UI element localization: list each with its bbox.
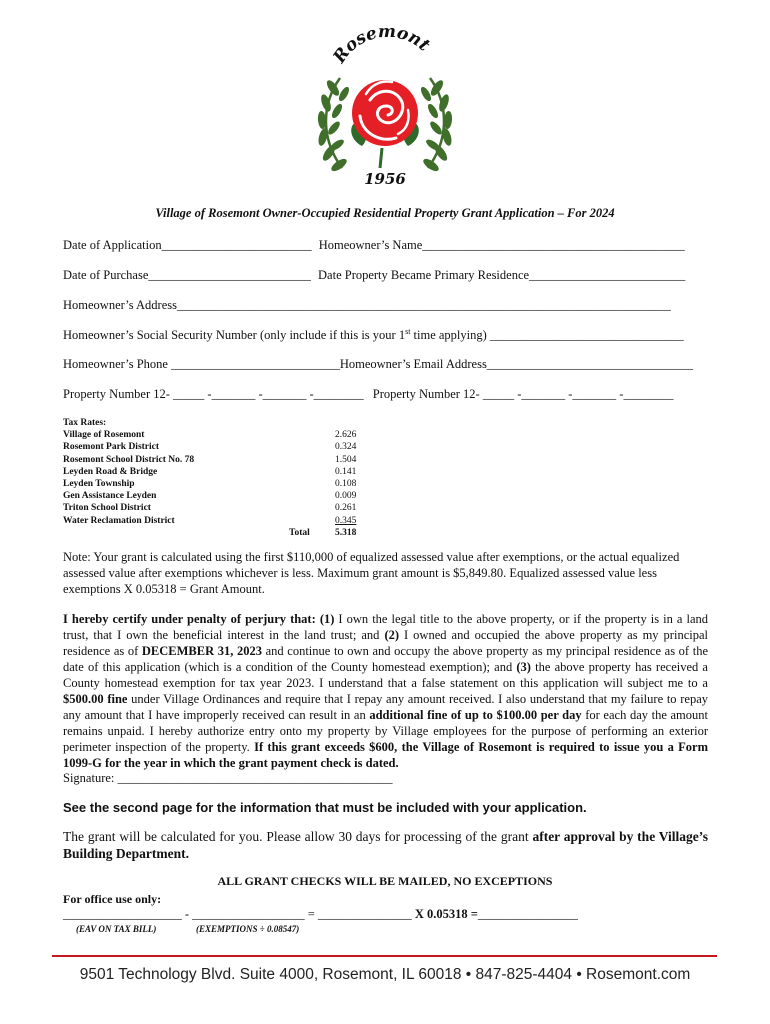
tax-rate-name: Triton School District [63, 503, 151, 514]
calc-bold: after approval by the Village’s Building Department. [63, 829, 709, 861]
certify-date: DECEMBER 31, 2023 [141, 644, 262, 658]
purchase-date-label: Date of Purchase__________________________ [63, 268, 311, 282]
phone-label: Homeowner’s Phone ___________________________ [63, 357, 340, 371]
eav-blank[interactable]: ___________________ [63, 907, 182, 921]
minus-sign: - [181, 907, 193, 921]
tax-rate-row [63, 515, 363, 527]
tax-rate-name: Water Reclamation District [63, 515, 175, 526]
tax-rate-row [63, 502, 363, 514]
rosemont-seal [300, 18, 470, 203]
certify-text-2: I owned and occupied the above property as my principal residence as of [63, 628, 708, 658]
certify-fine: $500.00 fine [63, 692, 128, 706]
tax-rate-value: 0.141 [335, 466, 357, 477]
tax-rate-value: 0.345 [335, 515, 357, 526]
page-title: Village of Rosemont Owner-Occupied Residential Property Grant Application – For 2024 [155, 206, 615, 220]
tax-rate-name: Leyden Road & Bridge [63, 466, 158, 477]
calculation-notice [63, 828, 708, 862]
office-use-label: For office use only: [63, 892, 162, 906]
tax-rate-row [63, 441, 363, 453]
rose-logo-icon [300, 18, 470, 203]
certify-text-5: under Village Ordinances and require that I repay any amount received. I also understand that my failure to repay any amount that I have improperly received can result in an [63, 692, 708, 722]
multiplier: X 0.05318 = [411, 907, 478, 921]
certify-item-2: (2) [384, 628, 400, 642]
certify-item-1: (1) [319, 612, 335, 626]
property-number-1-label: Property Number 12- _____ -_______ -_______ -________ [63, 387, 364, 401]
seal-year: 1956 [364, 170, 406, 188]
tax-rate-value: 0.009 [335, 491, 357, 502]
certify-text-1: I own the legal title to the above property, or if the property is in a land trust, that I own the beneficial interest in the land trust; and [63, 612, 708, 642]
see-second-page-notice: See the second page for the information that must be included with your application. [63, 800, 587, 815]
footer-divider [52, 955, 717, 957]
exemptions-blank[interactable]: __________________ [192, 907, 305, 921]
ssn-field[interactable] [63, 327, 684, 343]
grant-note: Note: Your grant is calculated using the first $110,000 of equalized assessed value after exemptions, or the actual equalized assessed value after exemptions whichever is less. Maximum grant amount is $5,849.80. Equalized assessed value less exemptions X 0.05318 = Grant Amount. [63, 550, 680, 596]
property-number-field[interactable] [63, 387, 673, 402]
tax-rate-row [63, 466, 363, 478]
certify-text-3: and continue to own and occupy the above property as my principal residence as of the date of this application (which is a condition of the County homestead exemption); and [63, 644, 708, 674]
footer-address: 9501 Technology Blvd. Suite 4000, Rosemont, IL 60018 • 847-825-4404 • Rosemont.com [79, 966, 691, 983]
tax-total-label: Total [289, 527, 310, 538]
tax-total-value: 5.318 [335, 527, 357, 538]
primary-residence-date-label: Date Property Became Primary Residence_________________________ [318, 268, 686, 282]
tax-rate-value: 1.504 [335, 454, 357, 465]
homeowner-name-label: Homeowner’s Name__________________________________________ [318, 238, 685, 252]
calc-text: The grant will be calculated for you. Please allow 30 days for processing of the grant [63, 829, 533, 844]
tax-rates-table [63, 417, 363, 539]
email-label: Homeowner’s Email Address_________________________________ [339, 357, 694, 371]
ssn-label-post: time applying) _______________________________ [410, 328, 684, 343]
ssn-label: Homeowner’s Social Security Number (only include if this is your 1 [63, 328, 406, 343]
certify-lead: I hereby certify under penalty of perjury that: [63, 612, 316, 626]
tax-rate-value: 0.108 [335, 478, 357, 489]
phone-email-field[interactable] [63, 357, 693, 372]
equals-blank[interactable]: = _______________ [304, 907, 412, 921]
tax-rate-name: Rosemont Park District [63, 442, 160, 453]
eav-label: (EAV ON TAX BILL) [76, 924, 157, 934]
application-date-label: Date of Application________________________ [63, 238, 312, 252]
all-checks-mailed-notice: ALL GRANT CHECKS WILL BE MAILED, NO EXCEPTIONS [217, 874, 553, 888]
certify-additional-fine: additional fine of up to $100.00 per day [369, 708, 582, 722]
tax-rate-row [63, 454, 363, 466]
certify-1099-notice: If this grant exceeds $600, the Village of Rosemont is required to issue you a Form 1099-G for the year in which the grant payment check is dated. [63, 740, 708, 770]
certify-item-3: (3) [516, 660, 531, 674]
seal-arc-text: Rosemont [329, 21, 434, 67]
tax-rate-name: Rosemont School District No. 78 [63, 454, 195, 465]
tax-rate-value: 0.324 [335, 442, 357, 453]
grant-amount-blank[interactable]: ________________ [477, 907, 578, 921]
certification-paragraph [63, 611, 708, 771]
application-date-field[interactable] [63, 238, 685, 253]
tax-rates-heading: Tax Rates: [63, 418, 107, 428]
tax-rate-name: Village of Rosemont [63, 430, 145, 441]
purchase-date-field[interactable] [63, 268, 685, 283]
certify-text-4: the above property has received a County homestead exemption for tax year 2023. I understand that a false statement on this application will subject me to a [63, 660, 708, 690]
office-formula[interactable] [63, 907, 578, 922]
exemptions-label: (EXEMPTIONS ÷ 0.08547) [196, 924, 300, 934]
certify-text-6: for each day the amount remains unpaid. I hereby authorize entry onto my property by Village employees for the purpose of performing an exterior perimeter inspection of the property. [63, 708, 708, 754]
tax-rate-name: Gen Assistance Leyden [63, 491, 157, 502]
tax-rate-row [63, 478, 363, 490]
tax-rate-name: Leyden Township [63, 478, 135, 489]
tax-rate-row [63, 429, 363, 441]
tax-rate-row [63, 490, 363, 502]
homeowner-address-field[interactable]: Homeowner’s Address_______________________________________________________________________________ [63, 298, 671, 312]
signature-field[interactable]: Signature: ____________________________________________ [63, 771, 393, 785]
tax-rate-value: 2.626 [335, 430, 357, 441]
tax-rate-value: 0.261 [335, 503, 357, 514]
ssn-label-sup: st [405, 327, 411, 336]
property-number-2-label: Property Number 12- _____ -_______ -_______ -________ [372, 387, 674, 401]
svg-text:Rosemont [329, 22, 434, 68]
